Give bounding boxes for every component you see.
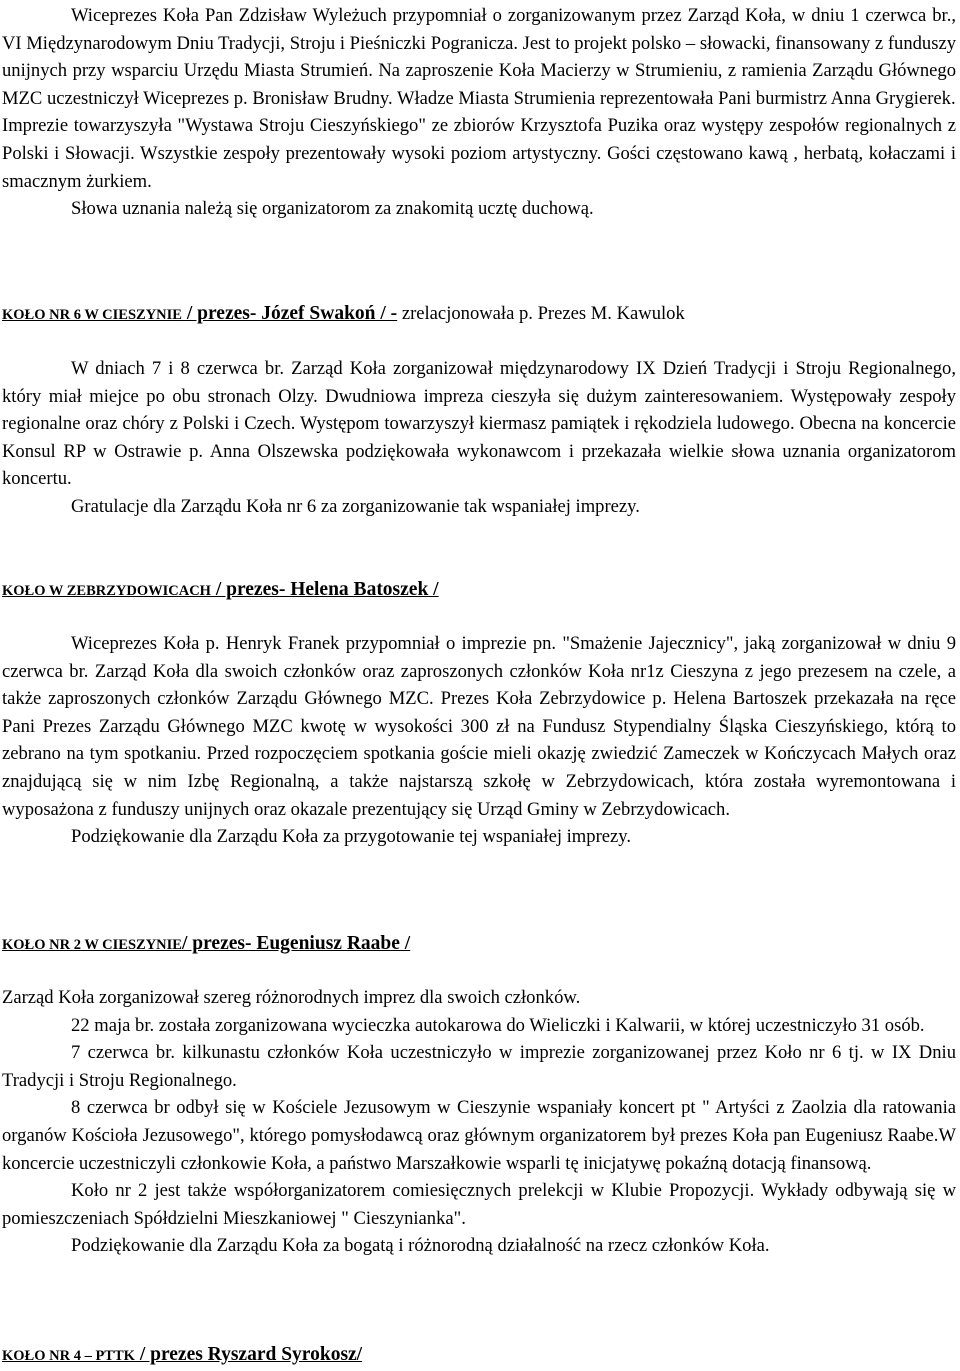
paragraph: 8 czerwca br odbył się w Kościele Jezusowym w Cieszynie wspaniały koncert pt " Artyści z Zaolzia dla ratowania organów Kościoła Jezusowego", którego pomysłodawcą oraz głównym organizatorem był prezes Koła pan Eugeniusz Raabe.W koncercie uczestniczyli członkowie Koła, a państwo Marszałkowie wsparli tę inicjatywę pokaźną dotacją finansową. [2, 1097, 956, 1174]
paragraph: Wiceprezes Koła p. Henryk Franek przypomniał o imprezie pn. "Smażenie Jajecznicy", jaką zorganizował w dniu 9 czerwca br. Zarząd Koła dla swoich członków oraz zaproszonych członków Koła nr1z Cieszyna z jego prezesem na czele, a także zaproszonych członków Zarządu Głównego MZC. Prezes Koła Zebrzydowice p. Helena Bartoszek przekazała na ręce Pani Prezes Zarządu Głównego MZC kwotę w wysokości 300 zł na Fundusz Stypendialny Śląska Cieszyńskiego, którą to zebrano na tym spotkaniu. Przed rozpoczęciem spotkania goście mieli okazję zwiedzić Zameczek w Kończycach Małych oraz znajdującą się w nim Izbę Regionalną, a także najstarszą szkołę w Zebrzydowicach, która została wyremontowana i wyposażona z funduszy unijnych oraz okazale prezentujący się Urząd Gminy w Zebrzydowicach. [2, 633, 956, 820]
section-heading-president: / prezes- Józef Swakoń / - [181, 303, 398, 324]
paragraph: W dniach 7 i 8 czerwca br. Zarząd Koła zorganizował międzynarodowy IX Dzień Tradycji i Stroju Regionalnego, który miał miejce po obu stronach Olzy. Dwudniowa impreza cieszyła się dużym zainteresowaniem. Występowały zespoły regionalne oraz chóry z Polski i Czech. Występom towarzyszył kiermasz pamiątek i rękodziela ludowego. Obecna na koncercie Konsul RP w Ostrawie p. Anna Olszewska podziękowała wykonawcom i przekazała wielkie słowa uznania organizatorom koncertu. [2, 358, 956, 490]
section-heading-prefix: KOŁO NR 4 – PTTK [2, 1348, 135, 1364]
section-zebrzydowice-body [2, 630, 956, 851]
paragraph: Podziękowanie dla Zarządu Koła za przygotowanie tej wspaniałej imprezy. [71, 826, 632, 848]
paragraph: 7 czerwca br. kilkunastu członków Koła uczestniczyło w imprezie zorganizowanej przez Koło nr 6 tj. w IX Dniu Tradycji i Stroju Regionalnego. [2, 1042, 956, 1091]
paragraph: Koło nr 2 jest także współorganizatorem comiesięcznych prelekcji w Klubie Propozycji. Wykłady odbywają się w pomieszczeniach Spółdzielni Mieszkaniowej " Cieszynianka". [2, 1180, 956, 1229]
paragraph: Gratulacje dla Zarządu Koła nr 6 za zorganizowanie tak wspaniałej imprezy. [71, 495, 640, 517]
section-heading-note: zrelacjonowała p. Prezes M. Kawulok [397, 303, 685, 324]
paragraph: Podziękowanie dla Zarządu Koła za bogatą i różnorodną działalność na rzecz członków Koła. [71, 1235, 770, 1257]
section-kolo-2-body [2, 984, 956, 1260]
paragraph: Zarząd Koła zorganizował szereg różnorodnych imprez dla swoich członków. [2, 987, 581, 1008]
paragraph: 22 maja br. została zorganizowana wycieczka autokarowa do Wieliczki i Kalwarii, w której uczestniczyło 31 osób. [71, 1014, 925, 1036]
paragraph: Słowa uznania należą się organizatorom za znakomitą ucztę duchową. [71, 198, 594, 220]
section-heading-kolo-4 [2, 1341, 956, 1371]
section-heading-kolo-2 [2, 930, 956, 960]
section-heading-prefix: KOŁO NR 6 W CIESZYNIE [2, 307, 182, 323]
section-kolo-6-body [2, 355, 956, 521]
section-heading-president: / prezes- Helena Batoszek / [210, 579, 439, 600]
section-strumien-report [2, 2, 956, 223]
section-heading-president: / prezes Ryszard Syrokosz/ [134, 1344, 363, 1365]
section-heading-prefix: KOŁO W ZEBRZYDOWICACH [2, 583, 211, 599]
paragraph: Imprezie towarzyszyła "Wystawa Stroju Cieszyńskiego" ze zbiorów Krzysztofa Puzika oraz występy zespołów regionalnych z Polski i Słowacji. Wszystkie zespoły prezentowały wysoki poziom artystyczny. Gości częstowano kawą , herbatą, kołaczami i smacznym żurkiem. [2, 115, 956, 192]
paragraph: Wiceprezes Koła Pan Zdzisław Wyleżuch przypomniał o zorganizowanym przez Zarząd Koła, w dniu 1 czerwca br., VI Międzynarodowym Dniu Tradycji, Stroju i Pieśniczki Pogranicza. Jest to projekt polsko – słowacki, finansowany z funduszy unijnych przy wsparciu Urzędu Miasta Strumień. Na zaproszenie Koła Macierzy w Strumieniu, z ramienia Zarządu Głównego MZC uczestniczył Wiceprezes p. Bronisław Brudny. Władze Miasta Strumienia reprezentowała Pani burmistrz Anna Grygierek. [2, 5, 956, 109]
section-heading-zebrzydowice [2, 576, 956, 606]
section-heading-prefix: KOŁO NR 2 W CIESZYNIE [2, 937, 182, 953]
section-heading-kolo-6 [2, 300, 956, 330]
section-heading-president: / prezes- Eugeniusz Raabe / [181, 933, 411, 954]
